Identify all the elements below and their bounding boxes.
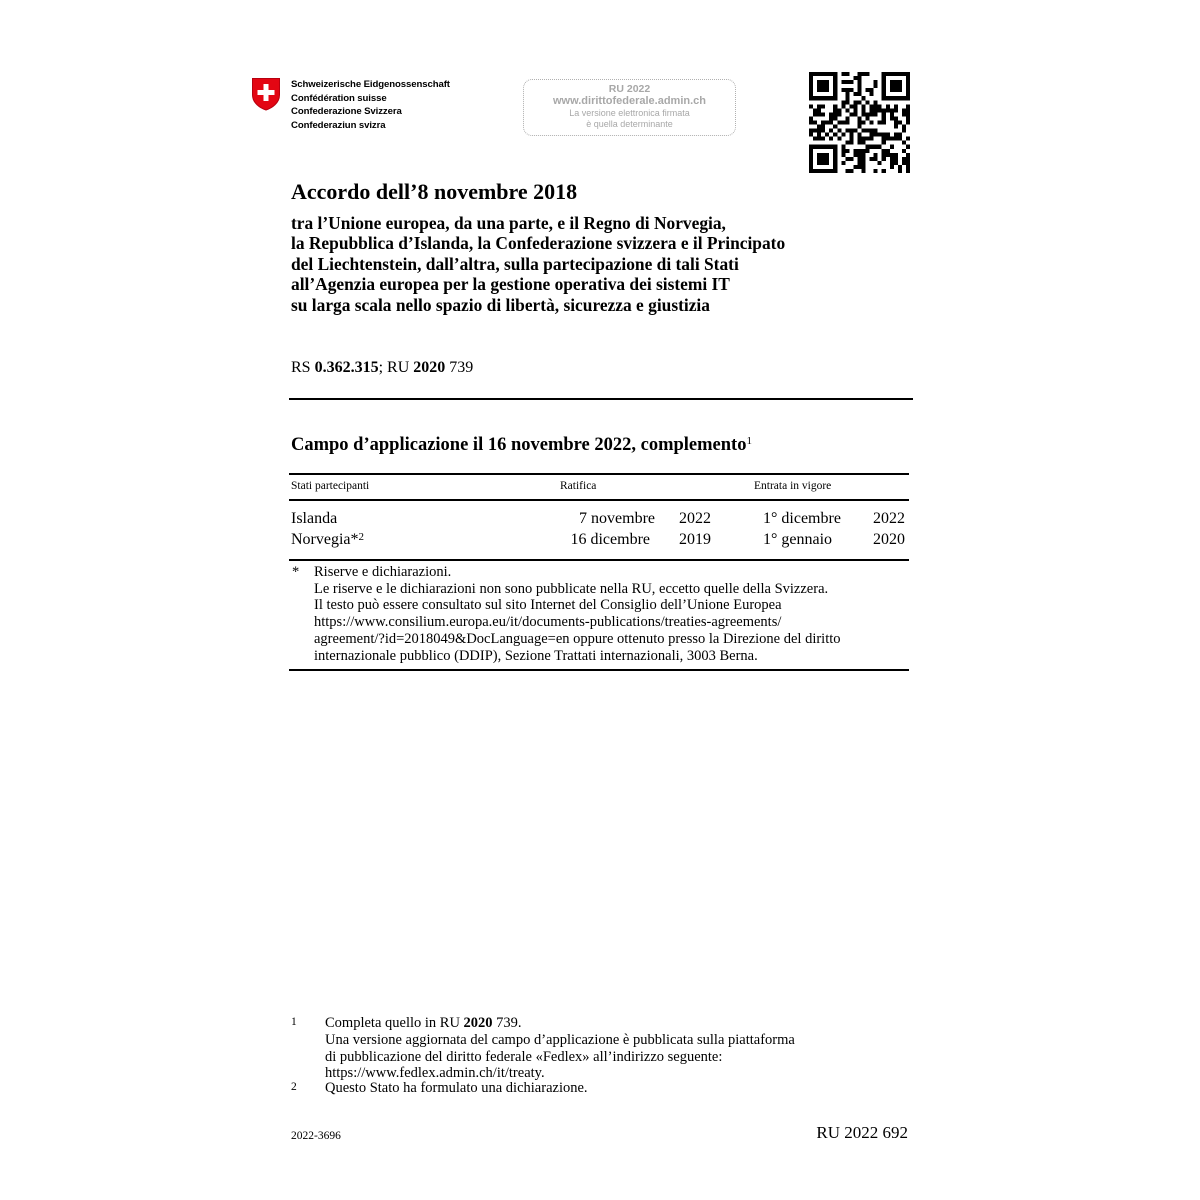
- footnote-bold: 2020: [463, 1015, 493, 1031]
- table-rule: [289, 559, 909, 561]
- table-rule: [289, 669, 909, 671]
- section-divider: [289, 398, 913, 400]
- document-title: Accordo dell’8 novembre 2018: [291, 179, 578, 204]
- column-header-states: Stati partecipanti: [291, 480, 370, 492]
- table-note-line: Il testo può essere consultato sul sito Internet del Consiglio dell’Unione Europea: [314, 597, 782, 614]
- ref-rs-number: 0.362.315: [314, 359, 379, 376]
- footnote-link[interactable]: https://www.fedlex.admin.ch/it/treaty.: [325, 1065, 545, 1082]
- table-note-line: Riserve e dichiarazioni.: [314, 564, 452, 580]
- footnote-text: 739.: [492, 1015, 522, 1031]
- stamp-line: RU 2022: [608, 83, 651, 95]
- footnote-text: Completa quello in RU: [325, 1015, 464, 1031]
- table-note-line: agreement/?id=2018049&DocLanguage=en oppure ottenuto presso la Direzione del diritto: [314, 630, 841, 647]
- government-line: Confederaziun svizra: [291, 119, 386, 131]
- footnote-line: Questo Stato ha formulato una dichiarazione.: [325, 1080, 588, 1096]
- document-id: 2022-3696: [291, 1130, 341, 1142]
- subtitle-line: tra l’Unione europea, da una parte, e il Regno di Norvegia,: [291, 213, 726, 233]
- government-line: Schweizerische Eidgenossenschaft: [291, 79, 450, 90]
- footnote-line: [325, 1015, 795, 1032]
- cell-ratification-year: 2019: [679, 531, 711, 548]
- cell-ratification-year: 2022: [679, 510, 711, 527]
- table-note-marker: *: [292, 564, 300, 580]
- stamp-link[interactable]: www.dirittofederale.admin.ch: [552, 95, 706, 107]
- cell-entry-date: 1° gennaio: [763, 531, 833, 548]
- column-header-ratification: Ratifica: [560, 480, 597, 492]
- table-note-line: internazionale pubblico (DDIP), Sezione Trattati internazionali, 3003 Berna.: [314, 647, 758, 664]
- ref-separator: ; RU: [378, 359, 414, 376]
- ref-ru-year: 2020: [413, 359, 446, 376]
- document-subtitle: [291, 213, 785, 315]
- cell-entry-year: 2020: [873, 531, 905, 548]
- footnote-number: 2: [291, 1081, 297, 1093]
- subtitle-line: la Repubblica d’Islanda, la Confederazione svizzera e il Principato: [291, 233, 786, 254]
- section-title-text: Campo d’applicazione il 16 novembre 2022, complemento: [291, 435, 747, 455]
- page-reference: RU 2022 692: [816, 1123, 908, 1142]
- footnote-number: 1: [291, 1016, 297, 1028]
- swiss-cross-icon: [251, 77, 281, 111]
- table-note: [314, 564, 841, 664]
- subtitle-line: all’Agenzia europea per la gestione operativa dei sistemi IT: [291, 274, 730, 295]
- government-line: Confederazione Svizzera: [291, 106, 402, 117]
- cell-state: Islanda: [291, 510, 338, 527]
- table-rule: [289, 473, 909, 475]
- cell-entry-year: 2022: [873, 510, 905, 527]
- footnote-2: [325, 1080, 588, 1097]
- government-line: Confédération suisse: [291, 92, 387, 104]
- reference-line: [291, 359, 473, 377]
- footnote-line: Una versione aggiornata del campo d’applicazione è pubblicata sulla piattaforma: [325, 1031, 795, 1048]
- subtitle-line: su larga scala nello spazio di libertà, sicurezza e giustizia: [291, 294, 710, 315]
- ref-rs-prefix: RS: [291, 359, 315, 376]
- cell-entry-date: 1° dicembre: [763, 510, 841, 527]
- footnote-1: [325, 1015, 795, 1082]
- cell-ratification-date: 16 dicembre: [570, 531, 650, 548]
- publication-stamp: [523, 79, 736, 136]
- stamp-line: La versione elettronica firmata: [569, 108, 690, 118]
- section-title: [291, 435, 752, 456]
- table-rule: [289, 499, 909, 501]
- table-note-link[interactable]: https://www.consilium.europa.eu/it/documents-publications/treaties-agreements/: [314, 614, 782, 631]
- cell-state-name: Norvegia*: [291, 531, 359, 548]
- stamp-line: è quella determinante: [586, 119, 673, 129]
- subtitle-line: del Liechtenstein, dall’altra, sulla partecipazione di tali Stati: [291, 253, 739, 274]
- government-name-block: [291, 78, 450, 132]
- qr-code-icon[interactable]: [809, 72, 910, 173]
- footnote-ref[interactable]: 2: [358, 531, 365, 543]
- table-note-line: Le riserve e le dichiarazioni non sono pubblicate nella RU, eccetto quelle della Svizzera.: [314, 580, 829, 597]
- cell-ratification-date: 7 novembre: [579, 510, 655, 527]
- column-header-entry: Entrata in vigore: [754, 480, 832, 492]
- footnote-ref[interactable]: 1: [746, 435, 752, 447]
- ref-ru-page: 739: [445, 359, 474, 376]
- footnote-line: di pubblicazione del diritto federale «Fedlex» all’indirizzo seguente:: [325, 1048, 723, 1065]
- cell-state: [291, 531, 364, 549]
